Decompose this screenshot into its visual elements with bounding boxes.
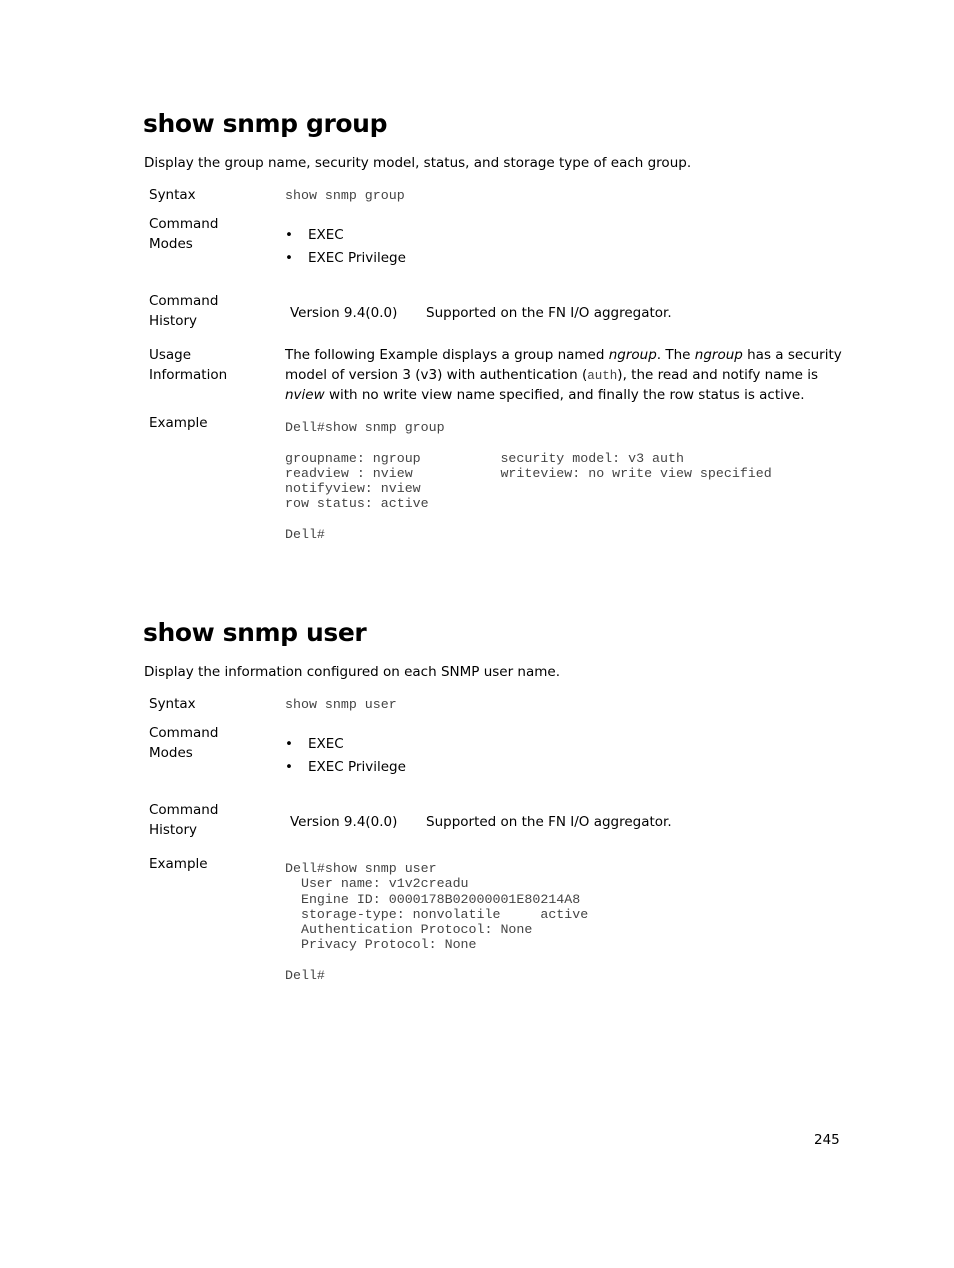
syntax-label: Syntax xyxy=(149,187,196,203)
modes-label: Command Modes xyxy=(149,725,219,761)
example-code: Dell#show snmp user User name: v1v2creadu Engine ID: 0000178B02000001E80214A8 storage-type: nonvolatile active Authentication Protocol: None Privacy Protocol: None Dell# xyxy=(285,861,589,984)
section-intro: Display the group name, security model, status, and storage type of each group. xyxy=(144,155,692,171)
mode-item: • EXEC Privilege xyxy=(285,250,406,266)
history-description: Supported on the FN I/O aggregator. xyxy=(426,305,672,321)
syntax-label: Syntax xyxy=(149,696,196,712)
mode-item: • EXEC xyxy=(285,736,344,752)
section-intro: Display the information configured on each SNMP user name. xyxy=(144,664,561,680)
mode-item: • EXEC xyxy=(285,227,344,243)
history-version: Version 9.4(0.0) xyxy=(290,305,398,321)
section-title: show snmp group xyxy=(143,109,388,138)
example-label: Example xyxy=(149,415,208,431)
history-label: Command History xyxy=(149,293,219,329)
syntax-code: show snmp group xyxy=(285,188,405,203)
usage-label: Usage Information xyxy=(149,347,228,383)
page-number: 245 xyxy=(814,1132,840,1148)
history-label: Command History xyxy=(149,802,219,838)
mode-item: • EXEC Privilege xyxy=(285,759,406,775)
history-description: Supported on the FN I/O aggregator. xyxy=(426,814,672,830)
syntax-code: show snmp user xyxy=(285,697,397,712)
modes-label: Command Modes xyxy=(149,216,219,252)
history-version: Version 9.4(0.0) xyxy=(290,814,398,830)
usage-information: The following Example displays a group named ngroup. The ngroup has a security model of version 3 (v3) with authentication (auth), the read and notify name is nview with no write view name specified, and finally the row status is active. xyxy=(285,347,842,403)
section-title: show snmp user xyxy=(143,618,367,647)
example-label: Example xyxy=(149,856,208,872)
example-code: Dell#show snmp group groupname: ngroup security model: v3 auth readview : nview writeview: no write view specified notifyview: nview row status: active Dell# xyxy=(285,420,772,543)
